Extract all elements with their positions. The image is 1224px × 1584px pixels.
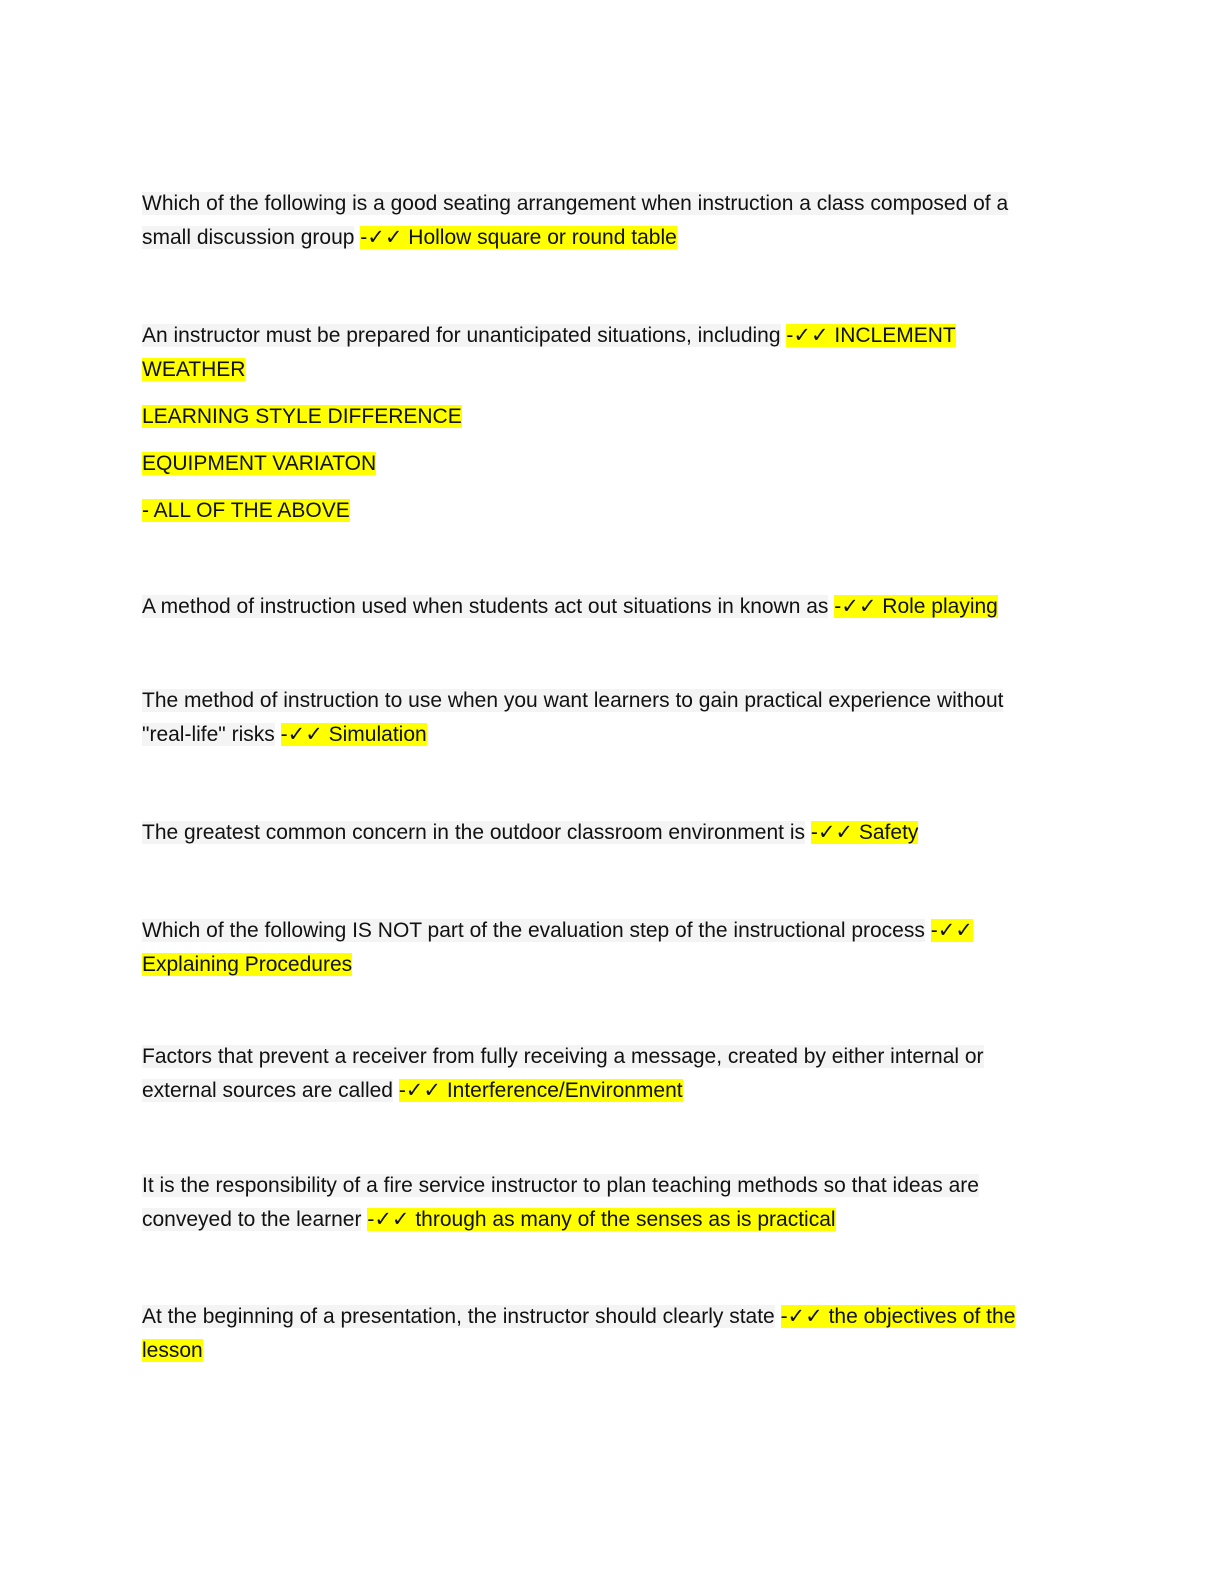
answer-highlight: -✓✓ Role playing	[834, 595, 998, 618]
answer-highlight: -✓✓ Safety	[810, 821, 919, 844]
answer-highlight: -✓✓ through as many of the senses as is practical	[367, 1208, 836, 1231]
qa-item-4	[142, 684, 1057, 752]
question-text: At the beginning of a presentation, the instructor should clearly state	[142, 1305, 775, 1328]
question-text: It is the responsibility of a fire service instructor to plan teaching methods so that ideas are conveyed to the learner	[142, 1174, 979, 1231]
question-text: A method of instruction used when students act out situations in known as	[142, 595, 829, 618]
answer-highlight: -✓✓ the objectives of the lesson	[142, 1305, 1016, 1362]
answer-highlight: -✓✓ Hollow square or round table	[360, 226, 677, 249]
answer-extra-line: LEARNING STYLE DIFFERENCE	[142, 405, 462, 428]
question-text: The greatest common concern in the outdoor classroom environment is	[142, 821, 805, 844]
answer-highlight: -✓✓ INCLEMENT WEATHER	[142, 324, 956, 381]
qa-item-8	[142, 1169, 1057, 1237]
answer-extra-line: - ALL OF THE ABOVE	[142, 499, 350, 522]
answer-extra-line: EQUIPMENT VARIATON	[142, 452, 377, 475]
qa-item-5	[142, 816, 1057, 850]
qa-item-1	[142, 187, 1057, 255]
question-text: Which of the following IS NOT part of the evaluation step of the instructional process	[142, 919, 925, 942]
qa-item-6	[142, 914, 1022, 982]
answer-highlight: -✓✓ Simulation	[280, 723, 427, 746]
question-text: The method of instruction to use when you want learners to gain practical experience without "real-life" risks	[142, 689, 1004, 746]
answer-highlight: -✓✓ Explaining Procedures	[142, 919, 973, 976]
qa-item-3	[142, 590, 1057, 624]
qa-item-2	[142, 319, 1012, 528]
question-text: Factors that prevent a receiver from fully receiving a message, created by either internal or external sources are called	[142, 1045, 984, 1102]
answer-highlight: -✓✓ Interference/Environment	[398, 1079, 683, 1102]
question-text: Which of the following is a good seating arrangement when instruction a class composed of a small discussion group	[142, 192, 1009, 249]
question-text: An instructor must be prepared for unanticipated situations, including	[142, 324, 781, 347]
qa-item-9	[142, 1300, 1042, 1368]
qa-item-7	[142, 1040, 1057, 1108]
